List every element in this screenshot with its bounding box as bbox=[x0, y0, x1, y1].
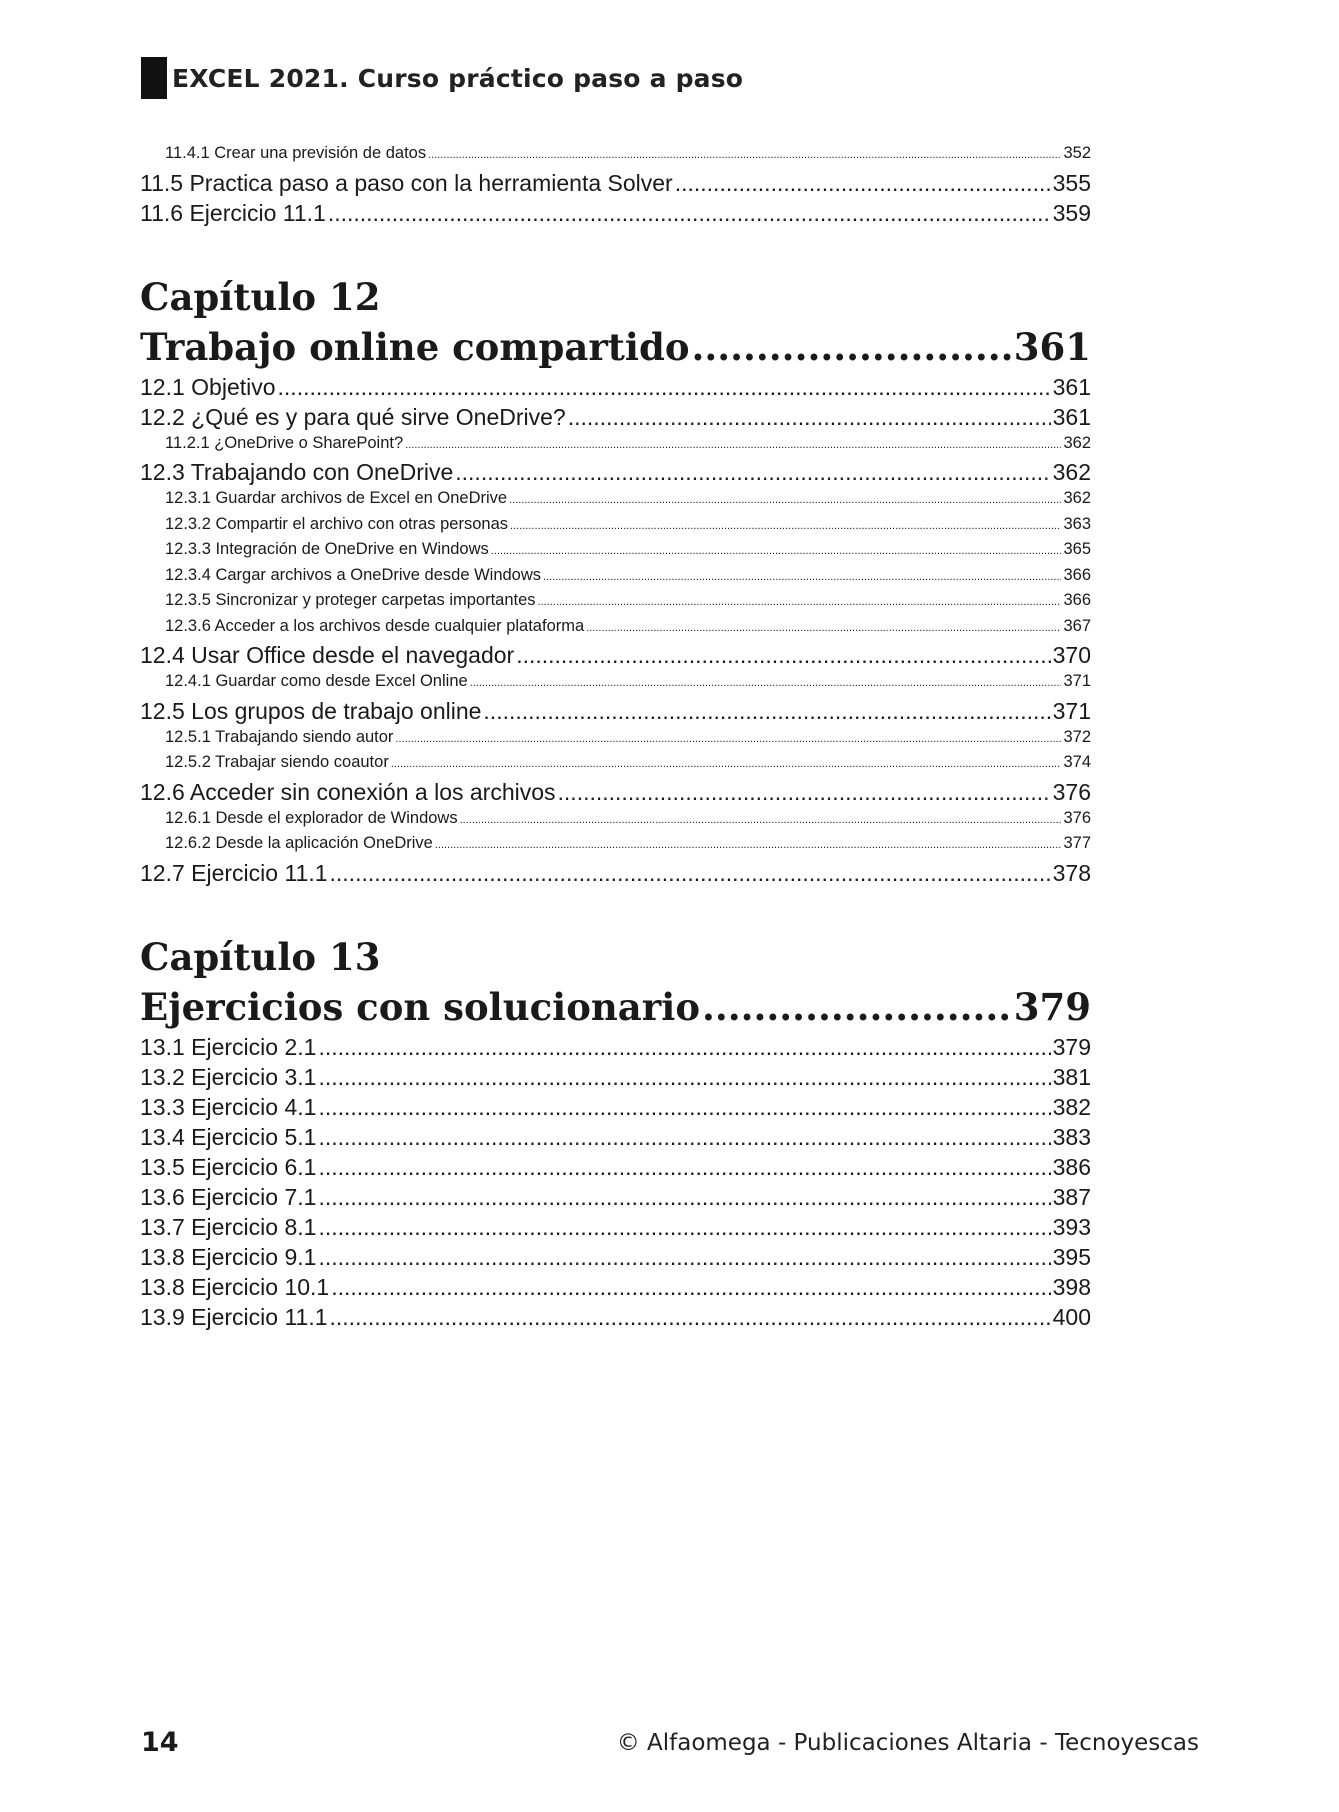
toc-entry-page: 393 bbox=[1052, 1213, 1091, 1240]
toc-entry[interactable] bbox=[140, 1182, 1091, 1212]
toc-entry[interactable] bbox=[140, 640, 1091, 670]
toc-entry-title: 13.4 Ejercicio 5.1 bbox=[140, 1123, 317, 1150]
toc-entry[interactable] bbox=[140, 198, 1091, 228]
toc-entry[interactable] bbox=[140, 696, 1091, 726]
toc-entry-title: 12.5.2 Trabajar siendo coautor bbox=[165, 753, 389, 771]
toc-entry-page: 362 bbox=[1063, 489, 1091, 507]
toc-entry-title: 12.3.1 Guardar archivos de Excel en OneDrive bbox=[165, 489, 508, 507]
leader-dots bbox=[318, 1062, 1050, 1092]
toc-entry[interactable] bbox=[140, 1152, 1091, 1182]
toc-entry-title: 13.2 Ejercicio 3.1 bbox=[140, 1063, 317, 1090]
toc-entry[interactable] bbox=[140, 372, 1091, 402]
toc-entry-page: 381 bbox=[1052, 1063, 1091, 1090]
leader-dots bbox=[702, 982, 1012, 1032]
toc-entry-page: 378 bbox=[1052, 859, 1091, 886]
leader-dots bbox=[328, 198, 1051, 228]
toc-entry-title: 12.5 Los grupos de trabajo online bbox=[140, 697, 482, 724]
leader-dots bbox=[330, 858, 1051, 888]
leader-dots bbox=[318, 1032, 1050, 1062]
leader-dots bbox=[483, 696, 1050, 726]
leader-dots bbox=[428, 144, 1061, 168]
toc-entry[interactable] bbox=[140, 832, 1091, 858]
chapter-13-entries bbox=[140, 1032, 1091, 1332]
leader-dots bbox=[455, 457, 1050, 487]
header-marker-block bbox=[141, 57, 167, 99]
toc-entry[interactable] bbox=[140, 432, 1091, 458]
toc-entry[interactable] bbox=[140, 538, 1091, 564]
leader-dots bbox=[435, 834, 1062, 858]
chapter-13-title: Ejercicios con solucionario bbox=[140, 984, 701, 1029]
toc-entry-title: 11.5 Practica paso a paso con la herramienta Solver bbox=[140, 169, 673, 196]
toc-entry[interactable] bbox=[140, 858, 1091, 888]
toc-entry[interactable] bbox=[140, 589, 1091, 615]
leader-dots bbox=[391, 753, 1062, 777]
leader-dots bbox=[318, 1092, 1050, 1122]
toc-entry-page: 355 bbox=[1052, 169, 1091, 196]
chapter-12-title: Trabajo online compartido bbox=[140, 324, 690, 369]
toc-entry[interactable] bbox=[140, 168, 1091, 198]
leader-dots bbox=[460, 809, 1062, 833]
leader-dots bbox=[516, 640, 1050, 670]
toc-entry-page: 363 bbox=[1063, 514, 1091, 533]
toc-entry-title: 11.4.1 Crear una previsión de datos bbox=[165, 144, 427, 162]
toc-entry-title: 13.1 Ejercicio 2.1 bbox=[140, 1033, 317, 1060]
copyright-notice: © Alfaomega - Publicaciones Altaria - Tecnoyescas bbox=[616, 1730, 1199, 1756]
book-title: EXCEL 2021. Curso práctico paso a paso bbox=[172, 63, 744, 93]
chapter-13-label: Capítulo 13 bbox=[140, 934, 381, 979]
toc-entry-page: 366 bbox=[1063, 591, 1091, 609]
leader-dots bbox=[470, 672, 1062, 696]
toc-entry[interactable] bbox=[140, 1242, 1091, 1272]
toc-entry-page: 371 bbox=[1063, 672, 1091, 690]
table-of-contents bbox=[140, 142, 1091, 1332]
toc-entry-page: 366 bbox=[1063, 565, 1091, 584]
toc-entry-page: 371 bbox=[1052, 697, 1091, 724]
toc-entry-page: 370 bbox=[1052, 642, 1091, 668]
toc-entry-title: 12.3.2 Compartir el archivo con otras personas bbox=[165, 514, 509, 533]
toc-entry-page: 376 bbox=[1063, 808, 1091, 827]
toc-entry-title: 13.3 Ejercicio 4.1 bbox=[140, 1093, 317, 1120]
toc-entry-title: 12.3.6 Acceder a los archivos desde cualquier plataforma bbox=[165, 616, 585, 635]
leader-dots bbox=[405, 434, 1061, 458]
toc-entry[interactable] bbox=[140, 777, 1091, 807]
leader-dots bbox=[318, 1182, 1050, 1212]
leader-dots bbox=[538, 591, 1062, 615]
toc-entry-title: 12.6.1 Desde el explorador de Windows bbox=[165, 808, 458, 827]
toc-entry-page: 365 bbox=[1063, 540, 1091, 558]
toc-entry-title: 12.3.5 Sincronizar y proteger carpetas importantes bbox=[165, 591, 536, 609]
toc-entry-title: 11.2.1 ¿OneDrive o SharePoint? bbox=[165, 433, 404, 452]
chapter-12-page: 361 bbox=[1013, 324, 1091, 369]
toc-entry-title: 12.3.4 Cargar archivos a OneDrive desde Windows bbox=[165, 565, 542, 584]
toc-entry-title: 13.7 Ejercicio 8.1 bbox=[140, 1213, 317, 1240]
leader-dots bbox=[318, 1122, 1050, 1152]
leader-dots bbox=[330, 1302, 1051, 1332]
toc-entry[interactable] bbox=[140, 670, 1091, 696]
toc-entry[interactable] bbox=[140, 513, 1091, 539]
toc-entry-title: 12.7 Ejercicio 11.1 bbox=[140, 859, 328, 886]
toc-entry[interactable] bbox=[140, 1272, 1091, 1302]
toc-entry-page: 362 bbox=[1063, 433, 1091, 452]
toc-entry[interactable] bbox=[140, 564, 1091, 590]
toc-entry[interactable] bbox=[140, 1062, 1091, 1092]
leader-dots bbox=[675, 168, 1051, 198]
toc-entry-page: 395 bbox=[1052, 1243, 1091, 1270]
leader-dots bbox=[568, 402, 1051, 432]
toc-entry[interactable] bbox=[140, 726, 1091, 752]
toc-entry-title: 13.5 Ejercicio 6.1 bbox=[140, 1153, 317, 1180]
leader-dots bbox=[318, 1242, 1050, 1272]
toc-entry-page: 382 bbox=[1052, 1093, 1091, 1120]
chapter-13-page: 379 bbox=[1013, 984, 1091, 1029]
toc-entry[interactable] bbox=[140, 1092, 1091, 1122]
toc-entry-title: 13.8 Ejercicio 10.1 bbox=[140, 1273, 330, 1300]
toc-entry-title: 13.9 Ejercicio 11.1 bbox=[140, 1303, 328, 1330]
toc-entry-page: 352 bbox=[1063, 144, 1091, 162]
toc-entry[interactable] bbox=[140, 751, 1091, 777]
leader-dots bbox=[395, 728, 1061, 752]
toc-entry-page: 367 bbox=[1063, 616, 1091, 635]
toc-entry-page: 362 bbox=[1052, 459, 1091, 485]
page-number: 14 bbox=[141, 1727, 179, 1758]
toc-entry-page: 386 bbox=[1052, 1153, 1091, 1180]
toc-entry-page: 359 bbox=[1052, 199, 1091, 226]
running-header bbox=[141, 56, 743, 100]
toc-entry[interactable] bbox=[140, 487, 1091, 513]
toc-entry-title: 13.6 Ejercicio 7.1 bbox=[140, 1183, 317, 1210]
leader-dots bbox=[543, 566, 1061, 590]
toc-entry-title: 12.4.1 Guardar como desde Excel Online bbox=[165, 672, 468, 690]
toc-entry-title: 12.1 Objetivo bbox=[140, 373, 276, 400]
toc-entry-title: 12.3.3 Integración de OneDrive en Windows bbox=[165, 540, 489, 558]
leader-dots bbox=[331, 1272, 1050, 1302]
toc-entry-title: 13.8 Ejercicio 9.1 bbox=[140, 1243, 317, 1270]
leader-dots bbox=[510, 515, 1061, 539]
toc-entry-title: 12.4 Usar Office desde el navegador bbox=[140, 642, 515, 668]
chapter-13-title-row[interactable] bbox=[140, 982, 1091, 1032]
toc-entry-page: 377 bbox=[1063, 834, 1091, 852]
leader-dots bbox=[278, 372, 1051, 402]
leader-dots bbox=[491, 540, 1062, 564]
toc-entry[interactable] bbox=[140, 615, 1091, 641]
leader-dots bbox=[509, 489, 1061, 513]
toc-entry[interactable] bbox=[140, 1212, 1091, 1242]
toc-entry-page: 376 bbox=[1052, 778, 1091, 805]
toc-entry-title: 12.3 Trabajando con OneDrive bbox=[140, 459, 454, 485]
toc-entry-title: 12.6 Acceder sin conexión a los archivos bbox=[140, 778, 556, 805]
toc-entry[interactable] bbox=[140, 1032, 1091, 1062]
toc-entry[interactable] bbox=[140, 457, 1091, 487]
toc-entry-title: 12.2 ¿Qué es y para qué sirve OneDrive? bbox=[140, 403, 566, 430]
toc-entry[interactable] bbox=[140, 807, 1091, 833]
toc-entry-page: 379 bbox=[1052, 1033, 1091, 1060]
leader-dots bbox=[692, 322, 1012, 372]
toc-entry[interactable] bbox=[140, 402, 1091, 432]
chapter-12-title-row[interactable] bbox=[140, 322, 1091, 372]
toc-entry-title: 11.6 Ejercicio 11.1 bbox=[140, 199, 326, 226]
toc-entry-page: 361 bbox=[1052, 373, 1091, 400]
toc-entry-page: 383 bbox=[1052, 1123, 1091, 1150]
leader-dots bbox=[558, 777, 1051, 807]
toc-entry-title: 12.5.1 Trabajando siendo autor bbox=[165, 727, 394, 746]
chapter-12-entries bbox=[140, 372, 1091, 888]
toc-entry-page: 398 bbox=[1052, 1273, 1091, 1300]
toc-entry[interactable] bbox=[140, 1302, 1091, 1332]
toc-entry-page: 361 bbox=[1052, 403, 1091, 430]
toc-entry-page: 372 bbox=[1063, 727, 1091, 746]
toc-entry-page: 400 bbox=[1052, 1303, 1091, 1330]
leader-dots bbox=[586, 617, 1061, 641]
leader-dots bbox=[318, 1212, 1050, 1242]
toc-entry-page: 374 bbox=[1063, 753, 1091, 771]
leader-dots bbox=[318, 1152, 1050, 1182]
toc-top-entries bbox=[140, 142, 1091, 228]
toc-entry-page: 387 bbox=[1052, 1183, 1091, 1210]
chapter-12-label: Capítulo 12 bbox=[140, 274, 381, 319]
toc-entry[interactable] bbox=[140, 142, 1091, 168]
toc-entry-title: 12.6.2 Desde la aplicación OneDrive bbox=[165, 834, 433, 852]
toc-entry[interactable] bbox=[140, 1122, 1091, 1152]
